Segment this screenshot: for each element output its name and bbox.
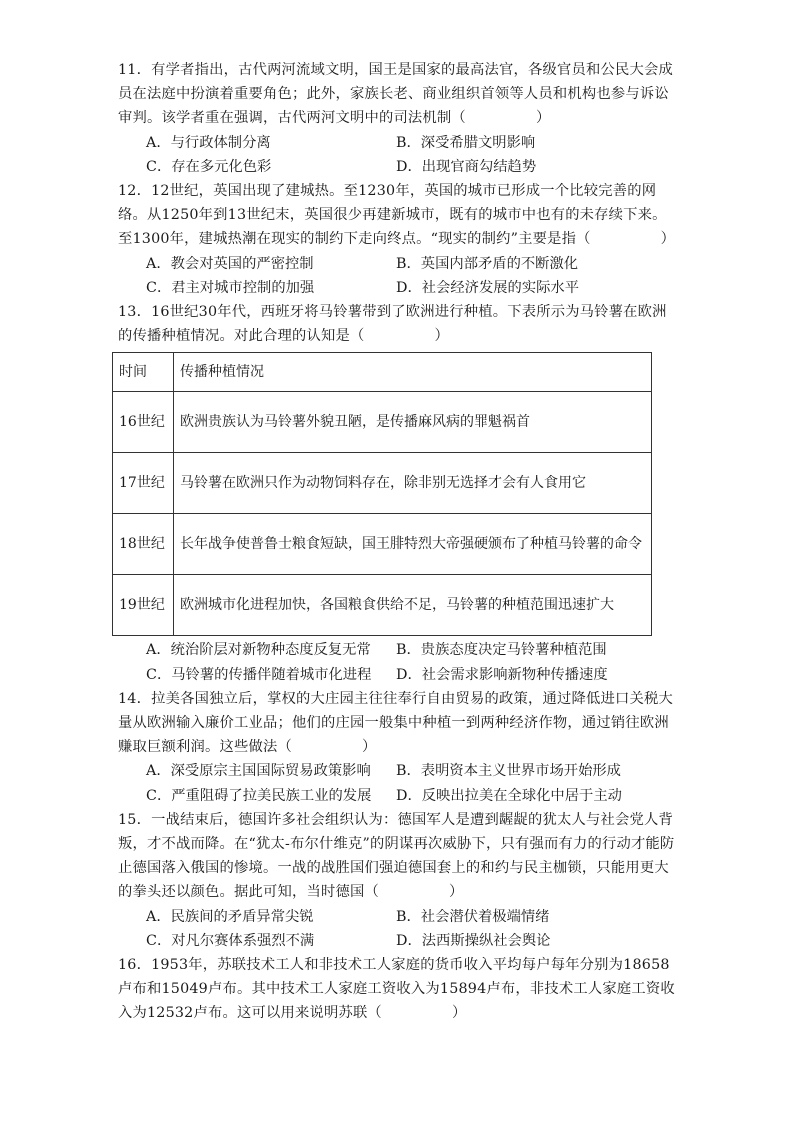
option-d[interactable]: D．社会需求影响新物种传播速度: [396, 666, 608, 683]
option-c[interactable]: C．对凡尔赛体系强烈不满: [146, 932, 315, 949]
question-11: 11．有学者指出，古代两河流域文明，国王是国家的最高法官，各级官员和公民大会成员在法庭中扮演着重要角色；此外，家族长老、商业组织首领等人员和机构也参与诉讼审判。该学者重在强调，古代两河文明中的司法机制（ ）: [118, 62, 673, 127]
question-15: 15．一战结束后，德国许多社会组织认为：德国军人是遭到龌龊的犹太人与社会党人背叛，才不战而降。在“犹太-布尔什维克”的阴谋再次威胁下，只有强而有力的行动才能防止德国落入俄国的惨境。一战的战胜国们强迫德国套上的和约与民主枷锁，只能用更大的拳头还以颜色。据此可知，当时德国（ ）: [118, 811, 675, 901]
question-14-stem: 14．拉美各国独立后，掌权的大庄园主往往奉行自由贸易的政策，通过降低进口关税大量从欧洲输入廉价工业品；他们的庄园一般集中种植一到两种经济作物，通过销往欧洲赚取巨额利润。这些做法（: [118, 690, 673, 756]
table-cell: 欧洲城市化进程加快，各国粮食供给不足，马铃薯的种植范围迅速扩大: [174, 575, 652, 636]
table-row: [113, 575, 652, 636]
table-cell: 19世纪: [113, 575, 174, 636]
question-11-stem: 11．有学者指出，古代两河流域文明，国王是国家的最高法官，各级官员和公民大会成员在法庭中扮演着重要角色；此外，家族长老、商业组织首领等人员和机构也参与诉讼审判。该学者重在强调，古代两河文明中的司法机制（: [118, 62, 673, 127]
option-b[interactable]: B．英国内部矛盾的不断激化: [396, 255, 579, 272]
question-11-options: [118, 131, 678, 179]
table-cell: 16世纪: [113, 392, 174, 453]
table-cell: 欧洲贵族认为马铃薯外貌丑陋，是传播麻风病的罪魁祸首: [174, 392, 652, 453]
question-15-options: [118, 905, 678, 953]
question-13-options: [118, 638, 678, 686]
table-cell: 长年战争使普鲁士粮食短缺，国王腓特烈大帝强硬颁布了种植马铃薯的命令: [174, 514, 652, 575]
table-cell: 马铃薯在欧洲只作为动物饲料存在，除非别无选择才会有人食用它: [174, 453, 652, 514]
table-cell: 18世纪: [113, 514, 174, 575]
option-c[interactable]: C．马铃薯的传播伴随着城市化进程: [146, 666, 372, 683]
question-13-stem: 13．16世纪30年代，西班牙将马铃薯带到了欧洲进行种植。下表所示为马铃薯在欧洲的传播种植情况。对此合理的认知是（: [118, 304, 667, 345]
option-a[interactable]: A．与行政体制分离: [146, 134, 271, 151]
table-row: [113, 392, 652, 453]
option-a[interactable]: A．统治阶层对新物种态度反复无常: [146, 642, 371, 659]
table-header-cell: 传播种植情况: [174, 353, 652, 392]
option-b[interactable]: B．表明资本主义世界市场开始形成: [396, 763, 621, 780]
option-d[interactable]: D．出现官商勾结趋势: [396, 158, 537, 175]
question-12-options: [118, 252, 678, 300]
option-b[interactable]: B．贵族态度决定马铃薯种植范围: [396, 642, 607, 659]
question-14-options: [118, 759, 678, 807]
table-header-row: [113, 353, 652, 392]
option-a[interactable]: A．民族间的矛盾异常尖锐: [146, 908, 314, 925]
option-d[interactable]: D．反映出拉美在全球化中居于主动: [396, 787, 622, 804]
question-16: 16．1953年，苏联技术工人和非技术工人家庭的货币收入平均每户每年分别为18658卢布和15049卢布。其中技术工人家庭工资收入为15894卢布，非技术工人家庭工资收入为12532卢布。这可以用来说明苏联（ ）: [118, 957, 675, 1022]
option-a[interactable]: A．深受原宗主国国际贸易政策影响: [146, 763, 371, 780]
question-14: 14．拉美各国独立后，掌权的大庄园主往往奉行自由贸易的政策，通过降低进口关税大量从欧洲输入廉价工业品；他们的庄园一般集中种植一到两种经济作物，通过销往欧洲赚取巨额利润。这些做法（ ）: [118, 690, 673, 756]
question-12-stem: 12．12世纪，英国出现了建城热。至1230年，英国的城市已形成一个比较完善的网络。从1250年到13世纪末，英国很少再建新城市，既有的城市中也有的未存续下来。至1300年，建城热潮在现实的制约下走向终点。“现实的制约”主要是指（: [118, 183, 667, 248]
table-cell: 17世纪: [113, 453, 174, 514]
option-c[interactable]: C．严重阻碍了拉美民族工业的发展: [146, 787, 372, 804]
option-d[interactable]: D．社会经济发展的实际水平: [396, 279, 580, 296]
question-16-stem: 16．1953年，苏联技术工人和非技术工人家庭的货币收入平均每户每年分别为18658卢布和15049卢布。其中技术工人家庭工资收入为15894卢布，非技术工人家庭工资收入为12532卢布。这可以用来说明苏联（: [118, 957, 675, 1022]
table-row: [113, 514, 652, 575]
option-c[interactable]: C．存在多元化色彩: [146, 158, 272, 175]
table-row: [113, 453, 652, 514]
option-d[interactable]: D．法西斯操纵社会舆论: [396, 932, 551, 949]
question-15-stem: 15．一战结束后，德国许多社会组织认为：德国军人是遭到龌龊的犹太人与社会党人背叛，才不战而降。在“犹太-布尔什维克”的阴谋再次威胁下，只有强而有力的行动才能防止德国落入俄国的惨境。一战的战胜国们强迫德国套上的和约与民主枷锁，只能用更大的拳头还以颜色。据此可知，当时德国（: [118, 811, 675, 901]
table-header-cell: 时间: [113, 353, 174, 392]
question-12: 12．12世纪，英国出现了建城热。至1230年，英国的城市已形成一个比较完善的网络。从1250年到13世纪末，英国很少再建新城市，既有的城市中也有的未存续下来。至1300年，建城热潮在现实的制约下走向终点。“现实的制约”主要是指（ ）: [118, 183, 676, 248]
option-b[interactable]: B．深受希腊文明影响: [396, 134, 536, 151]
question-13: 13．16世纪30年代，西班牙将马铃薯带到了欧洲进行种植。下表所示为马铃薯在欧洲的传播种植情况。对此合理的认知是（ ）: [118, 304, 667, 345]
option-a[interactable]: A．教会对英国的严密控制: [146, 255, 314, 272]
potato-spread-table: [112, 352, 652, 636]
option-b[interactable]: B．社会潜伏着极端情绪: [396, 908, 550, 925]
option-c[interactable]: C．君主对城市控制的加强: [146, 279, 315, 296]
exam-page: [118, 58, 678, 1026]
